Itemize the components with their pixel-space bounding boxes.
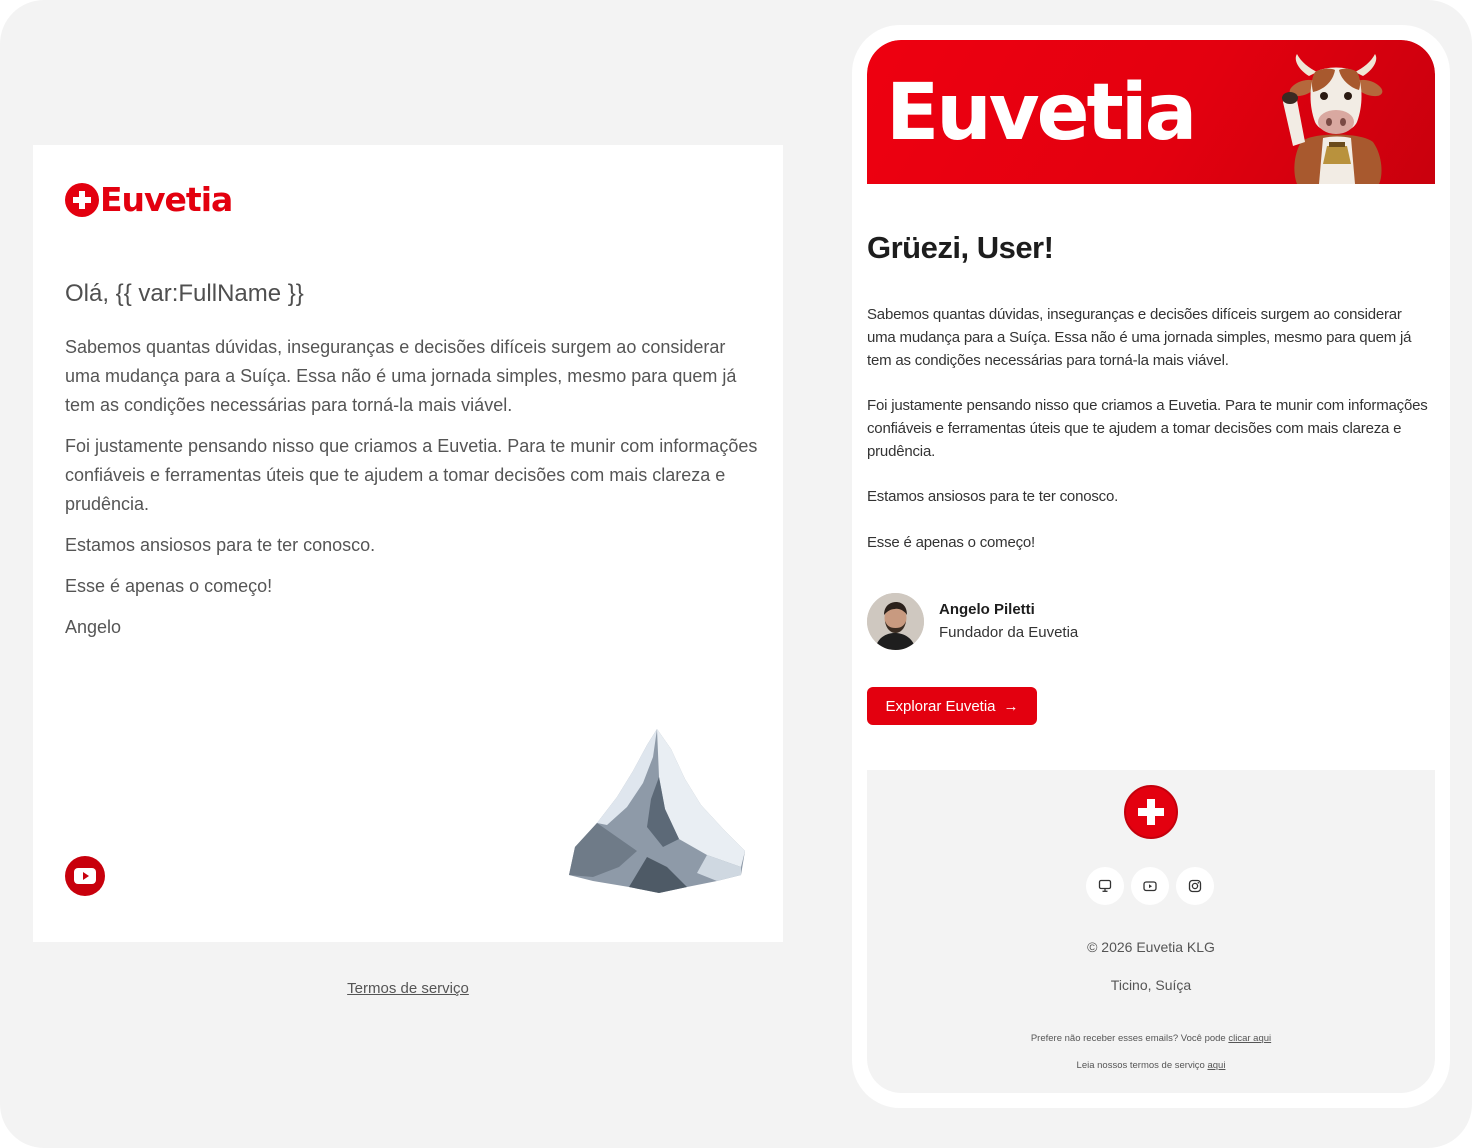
swiss-cross-logo-icon bbox=[1124, 785, 1178, 839]
logo-wordmark: Euvetia bbox=[100, 180, 233, 219]
instagram-icon bbox=[1188, 879, 1202, 893]
signoff-name: Angelo bbox=[65, 617, 122, 637]
location-text: Ticino, Suíça bbox=[1110, 977, 1192, 993]
terms-link[interactable]: aqui bbox=[1207, 1060, 1226, 1071]
signature-text bbox=[939, 599, 1078, 644]
unsubscribe-line bbox=[867, 1033, 1435, 1044]
youtube-link[interactable] bbox=[65, 856, 105, 896]
body-paragraph: Estamos ansiosos para te ter conosco. bbox=[65, 535, 376, 555]
body-paragraph: Sabemos quantas dúvidas, inseguranças e decisões difíceis surgem ao considerar uma mudança para a Suíça. Essa não é uma jornada simples, mesmo para quem já tem as condições necessárias para torná-la mais viável. bbox=[65, 337, 737, 415]
unsubscribe-link[interactable]: clicar aqui bbox=[1228, 1033, 1272, 1044]
body-paragraph: Esse é apenas o começo! bbox=[65, 576, 273, 596]
avatar-photo bbox=[867, 593, 924, 650]
right-email-content bbox=[867, 40, 1435, 1093]
youtube-icon bbox=[74, 868, 96, 884]
greeting-heading: Grüezi, User! bbox=[867, 230, 1054, 265]
right-email-frame bbox=[852, 25, 1450, 1108]
instagram-link[interactable] bbox=[1176, 867, 1214, 905]
cow-mascot-image bbox=[1271, 46, 1401, 184]
youtube-icon bbox=[1143, 879, 1157, 893]
terms-link[interactable]: Termos de serviço bbox=[347, 980, 469, 997]
explore-euvetia-button[interactable] bbox=[867, 687, 1037, 725]
mountain-illustration bbox=[567, 727, 747, 893]
body-paragraph: Foi justamente pensando nisso que criamos a Euvetia. Para te munir com informações confiáveis e ferramentas úteis que te ajudem a tomar decisões com mais clareza e prudência. bbox=[65, 436, 758, 514]
terms-text: Leia nossos termos de serviço bbox=[1076, 1060, 1208, 1071]
explore-button-label: Explorar Euvetia bbox=[885, 697, 996, 715]
euvetia-logo bbox=[65, 180, 233, 219]
terms-line bbox=[867, 1060, 1435, 1071]
signature-role: Fundador da Euvetia bbox=[939, 624, 1079, 641]
website-link[interactable] bbox=[1086, 867, 1124, 905]
header-banner bbox=[867, 40, 1435, 184]
email-body bbox=[65, 333, 765, 654]
body-paragraph: Esse é apenas o começo! bbox=[867, 534, 1036, 551]
monitor-icon bbox=[1098, 879, 1112, 893]
greeting-heading: Olá, {{ var:FullName }} bbox=[65, 280, 304, 307]
unsubscribe-text: Prefere não receber esses emails? Você pode bbox=[1030, 1033, 1229, 1044]
banner-title: Euvetia bbox=[886, 68, 1195, 158]
social-links bbox=[1086, 867, 1214, 905]
swiss-cross-icon bbox=[65, 183, 99, 217]
signature-name: Angelo Piletti bbox=[939, 601, 1035, 618]
body-paragraph: Estamos ansiosos para te ter conosco. bbox=[867, 488, 1119, 505]
email-footer bbox=[867, 770, 1435, 1093]
youtube-link[interactable] bbox=[1131, 867, 1169, 905]
email-body bbox=[867, 303, 1433, 577]
body-paragraph: Foi justamente pensando nisso que criamos a Euvetia. Para te munir com informações confiáveis e ferramentas úteis que te ajudem a tomar decisões com mais clareza e prudência. bbox=[867, 397, 1428, 460]
avatar bbox=[867, 593, 924, 650]
copyright-text: © 2026 Euvetia KLG bbox=[1087, 939, 1215, 955]
left-email-card bbox=[33, 145, 783, 942]
arrow-right-icon: → bbox=[1003, 697, 1019, 715]
signature-block bbox=[867, 593, 1078, 650]
body-paragraph: Sabemos quantas dúvidas, inseguranças e decisões difíceis surgem ao considerar uma mudança para a Suíça. Essa não é uma jornada simples, mesmo para quem já tem as condições necessárias para torná-la mais viável. bbox=[867, 306, 1412, 369]
